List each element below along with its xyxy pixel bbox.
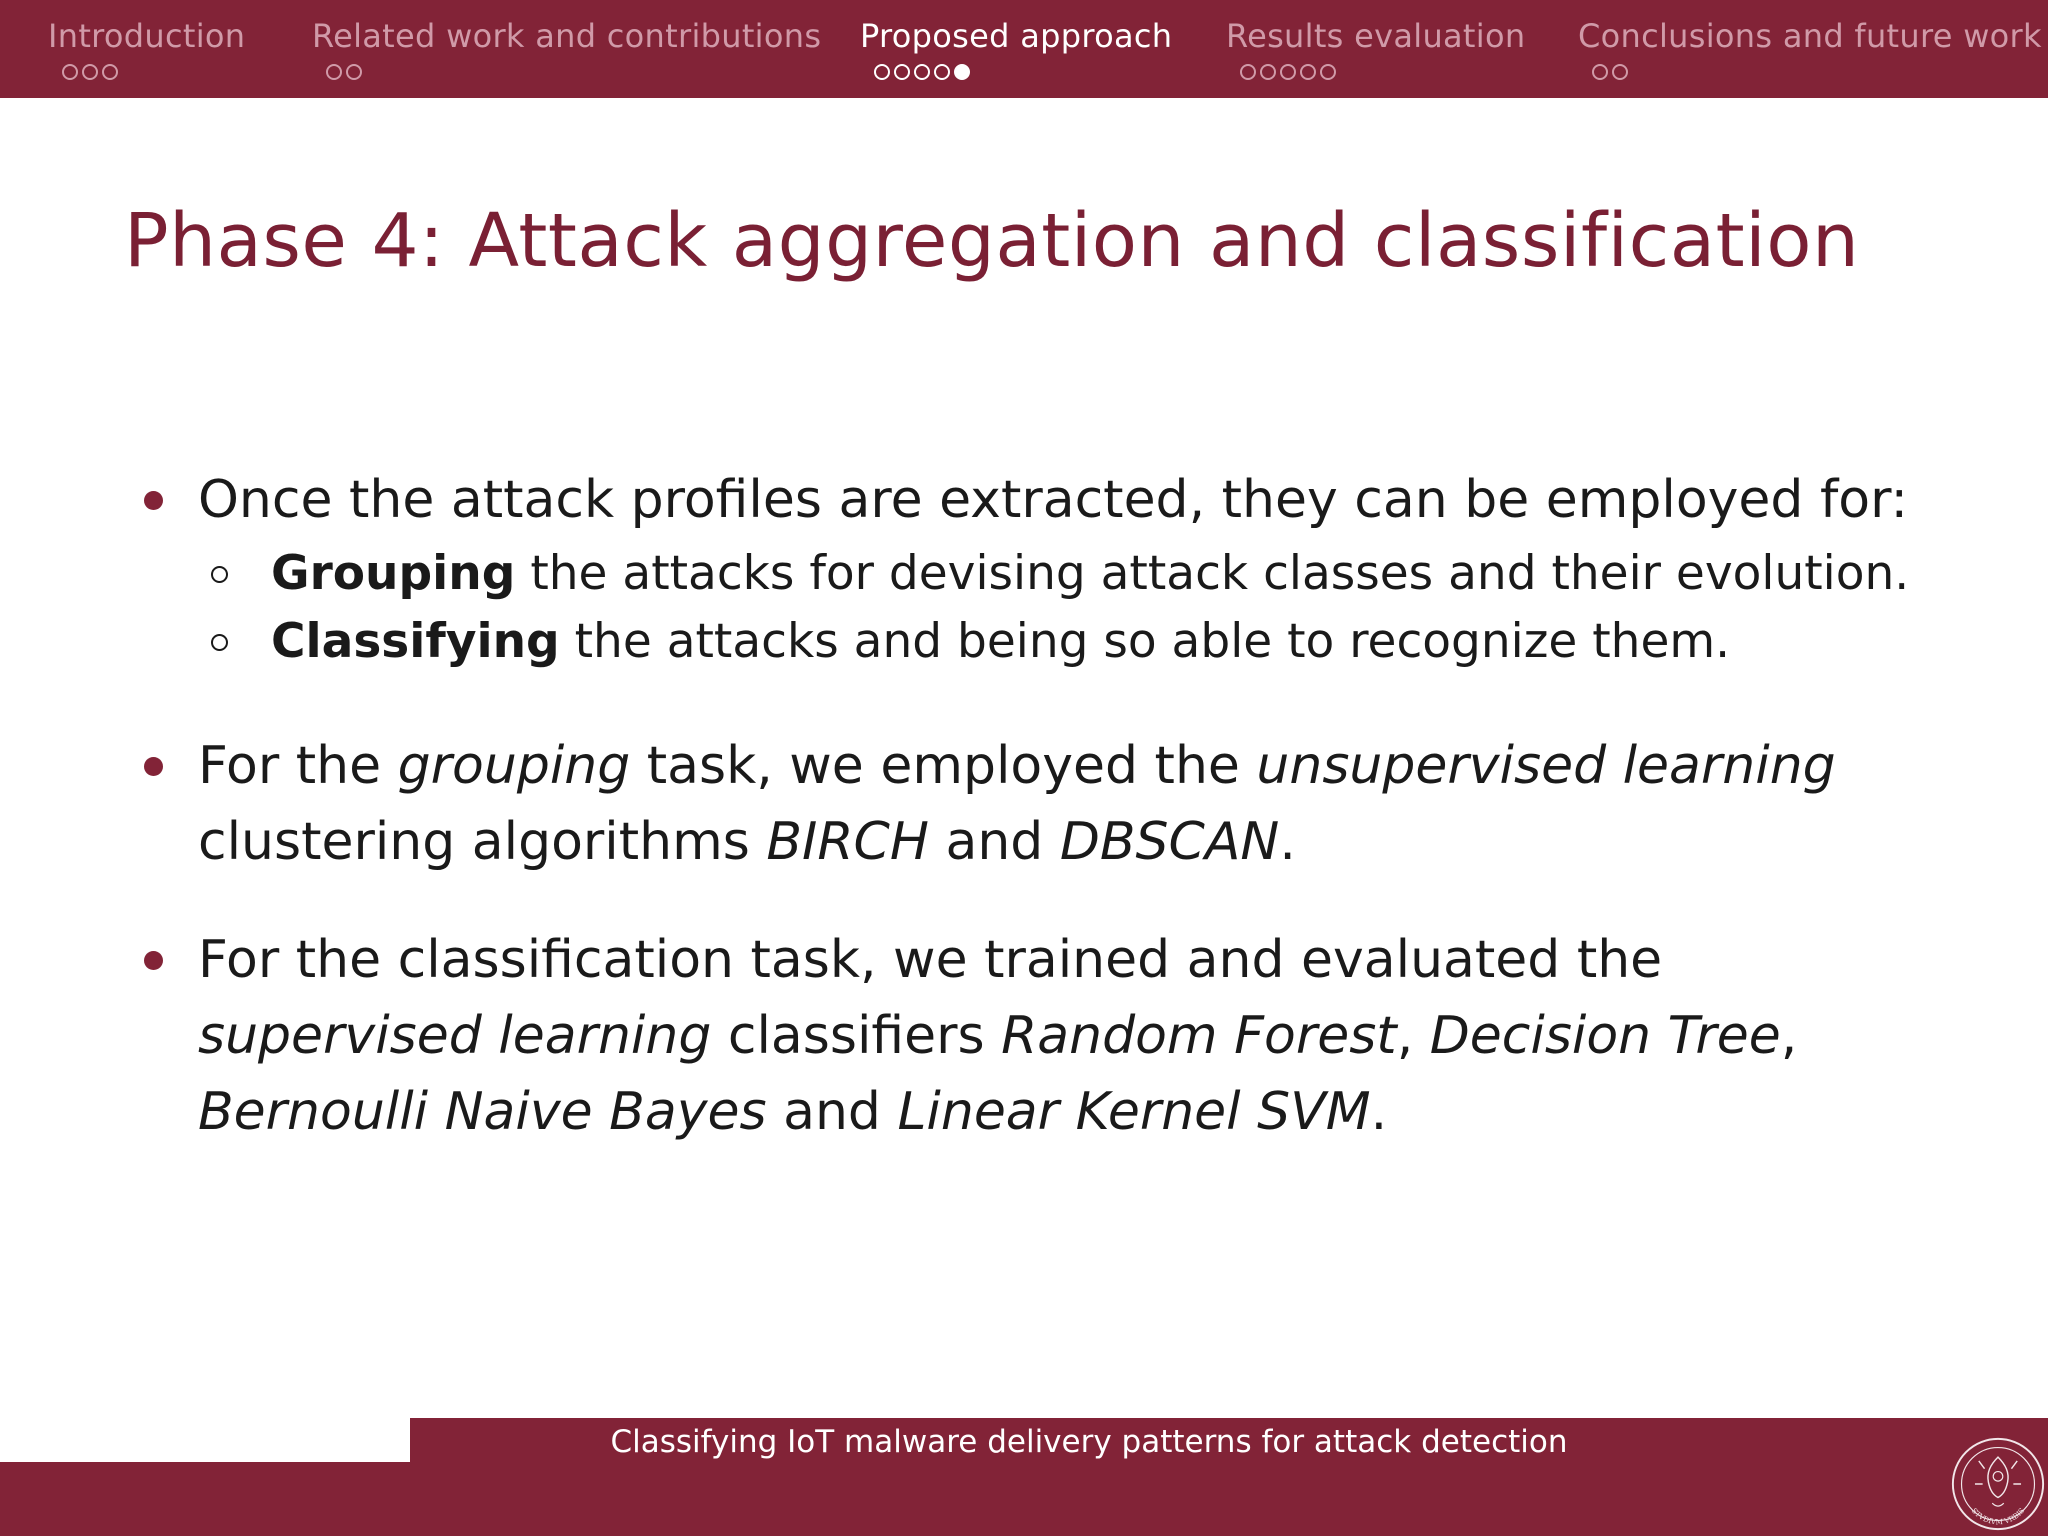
italic-term: unsupervised learning bbox=[1256, 736, 1836, 796]
italic-term: grouping bbox=[397, 736, 631, 796]
nav-dot[interactable] bbox=[1300, 64, 1316, 80]
text-run: and bbox=[766, 1082, 898, 1142]
nav-label[interactable]: Related work and contributions bbox=[312, 17, 822, 55]
slide-content bbox=[138, 462, 1938, 1150]
text-run: . bbox=[1279, 812, 1296, 872]
bullet-item bbox=[138, 922, 1938, 1150]
nav-label[interactable]: Proposed approach bbox=[860, 17, 1173, 55]
italic-term: BIRCH bbox=[766, 812, 929, 872]
seal-text: STVDIVM VRBIS bbox=[1969, 1506, 2027, 1527]
text-run: For the classification task, we trained and evaluated the bbox=[198, 930, 1663, 990]
nav-dot[interactable] bbox=[326, 64, 342, 80]
bullet-item bbox=[138, 728, 1938, 880]
nav-label[interactable]: Introduction bbox=[48, 17, 246, 55]
nav-dot[interactable] bbox=[1240, 64, 1256, 80]
nav-dot[interactable] bbox=[1280, 64, 1296, 80]
sub-item bbox=[198, 608, 1938, 676]
text-run: . bbox=[1370, 1082, 1388, 1142]
sub-bullet-circle-icon bbox=[211, 634, 228, 651]
sub-item-keyword: Grouping bbox=[271, 546, 516, 601]
nav-dot[interactable] bbox=[934, 64, 950, 80]
text-run: , bbox=[1780, 1006, 1798, 1066]
nav-dots bbox=[1592, 64, 2042, 80]
italic-term: DBSCAN bbox=[1059, 812, 1280, 872]
text-run: and bbox=[928, 812, 1060, 872]
nav-dot[interactable] bbox=[1320, 64, 1336, 80]
svg-text:STVDIVM VRBIS bbox=[1970, 1506, 2026, 1526]
nav-dot[interactable] bbox=[346, 64, 362, 80]
nav-dot[interactable] bbox=[62, 64, 78, 80]
nav-section-proposed-approach[interactable] bbox=[860, 14, 1172, 80]
bullet-dot-icon bbox=[144, 757, 163, 776]
text-run: clustering algorithms bbox=[198, 812, 767, 872]
nav-dot[interactable] bbox=[1260, 64, 1276, 80]
nav-section-conclusions[interactable] bbox=[1578, 14, 2042, 80]
nav-dots bbox=[1240, 64, 1525, 80]
nav-label[interactable]: Conclusions and future work bbox=[1578, 17, 2042, 55]
text-run: classifiers bbox=[711, 1006, 1002, 1066]
nav-section-results-evaluation[interactable] bbox=[1226, 14, 1525, 80]
sub-item-text: the attacks and being so able to recognize them. bbox=[559, 614, 1731, 669]
top-navigation-bar bbox=[0, 0, 2048, 98]
italic-term: Bernoulli Naive Bayes bbox=[198, 1082, 767, 1142]
nav-dot[interactable] bbox=[82, 64, 98, 80]
sub-list bbox=[198, 540, 1938, 676]
nav-section-introduction[interactable] bbox=[48, 14, 245, 80]
university-seal-icon bbox=[1950, 1436, 2046, 1532]
footer-left-bar bbox=[0, 1462, 410, 1536]
bullet-item bbox=[138, 462, 1938, 676]
italic-term: Random Forest bbox=[1001, 1006, 1397, 1066]
nav-dot[interactable] bbox=[914, 64, 930, 80]
nav-section-related-work[interactable] bbox=[312, 14, 821, 80]
nav-dots bbox=[874, 64, 1172, 80]
italic-term: Decision Tree bbox=[1429, 1006, 1781, 1066]
sub-item bbox=[198, 540, 1938, 608]
footer-presentation-title: Classifying IoT malware delivery patterns for attack detection bbox=[610, 1424, 1568, 1460]
nav-dot[interactable] bbox=[102, 64, 118, 80]
sub-item-text: the attacks for devising attack classes and their evolution. bbox=[515, 546, 1910, 601]
nav-dot[interactable] bbox=[1612, 64, 1628, 80]
nav-dot[interactable] bbox=[874, 64, 890, 80]
text-run: task, we employed the bbox=[630, 736, 1257, 796]
nav-label[interactable]: Results evaluation bbox=[1226, 17, 1526, 55]
nav-dots bbox=[326, 64, 821, 80]
slide-title: Phase 4: Attack aggregation and classification bbox=[124, 198, 1860, 284]
italic-term: Linear Kernel SVM bbox=[897, 1082, 1371, 1142]
text-run: For the bbox=[198, 736, 398, 796]
sub-item-keyword: Classifying bbox=[271, 614, 560, 669]
italic-term: supervised learning bbox=[198, 1006, 712, 1066]
nav-dot[interactable] bbox=[1592, 64, 1608, 80]
text-run: , bbox=[1396, 1006, 1430, 1066]
nav-dot[interactable] bbox=[894, 64, 910, 80]
sub-bullet-circle-icon bbox=[211, 566, 228, 583]
bullet-dot-icon bbox=[144, 951, 163, 970]
nav-dot-current[interactable] bbox=[954, 64, 970, 80]
bullet-dot-icon bbox=[144, 491, 163, 510]
bullet-text: Once the attack profiles are extracted, they can be employed for: bbox=[198, 470, 1909, 530]
nav-dots bbox=[62, 64, 245, 80]
